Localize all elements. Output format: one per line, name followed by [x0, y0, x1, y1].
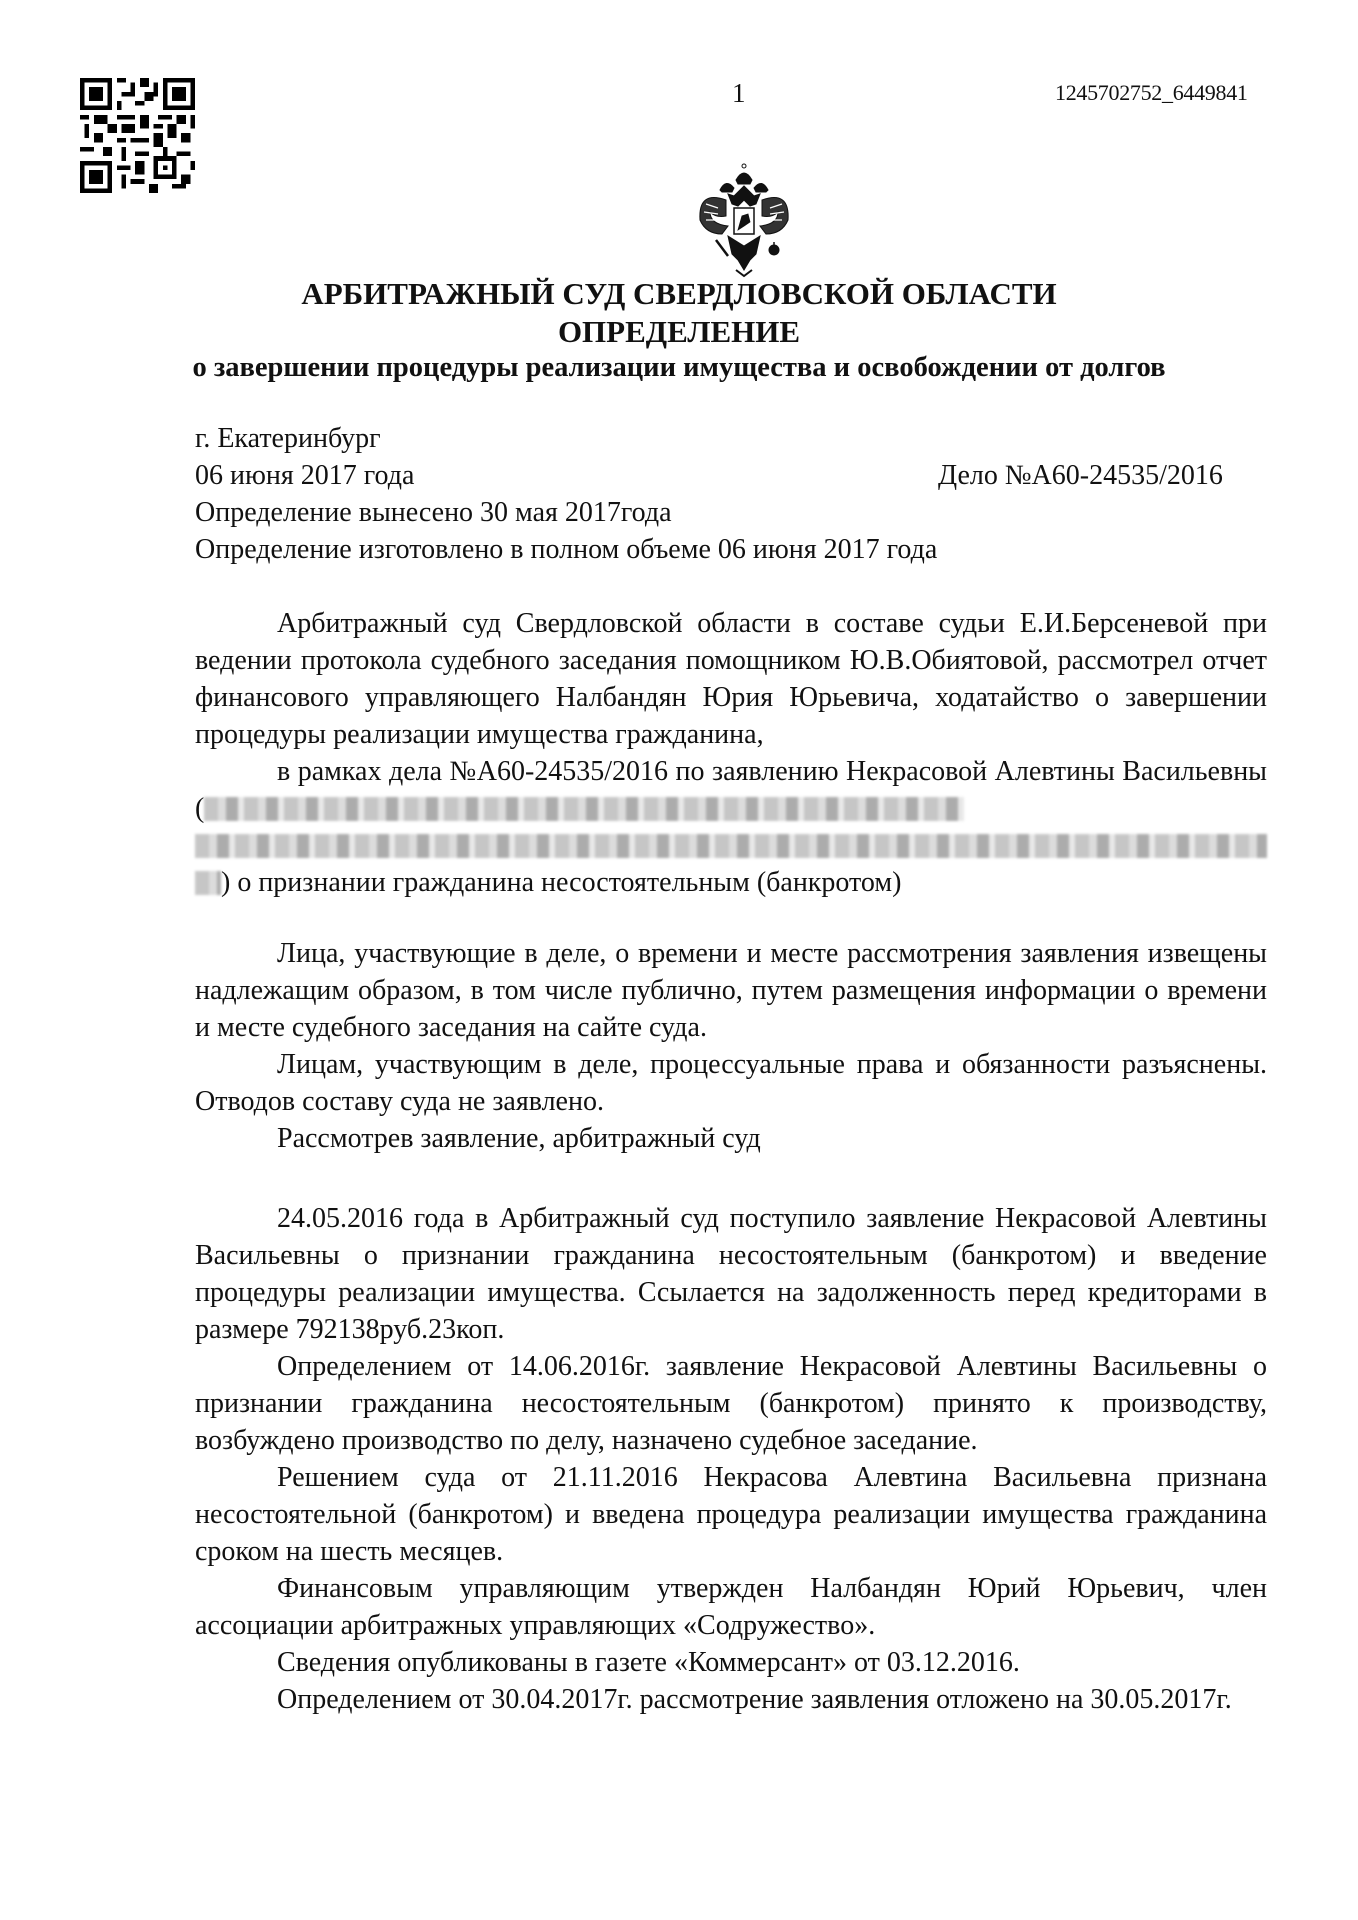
- intro-section: [195, 605, 1267, 901]
- redacted-personal-data: [195, 871, 221, 895]
- paragraph-application-received: 24.05.2016 года в Арбитражный суд поступило заявление Некрасовой Алевтины Васильевны о признании гражданина несостоятельным (банкротом) и введение процедуры реализации имущества. Ссылается на задолженность перед кредиторами в размере 792138руб.23коп.: [195, 1203, 1267, 1345]
- document-id: 1245702752_6449841: [1055, 80, 1248, 105]
- russian-coat-of-arms-icon: [688, 160, 800, 280]
- paragraph-rights-explained: Лицам, участвующим в деле, процессуальные права и обязанности разъяснены. Отводов составу суда не заявлено.: [195, 1049, 1267, 1117]
- paragraph-bankruptcy-decision: Решением суда от 21.11.2016 Некрасова Алевтина Васильевна признана несостоятельной (банкротом) и введена процедура реализации имущества гражданина сроком на шесть месяцев.: [195, 1462, 1267, 1567]
- court-name-heading: АРБИТРАЖНЫЙ СУД СВЕРДЛОВСКОЙ ОБЛАСТИ: [301, 276, 1057, 311]
- document-subject-heading: о завершении процедуры реализации имущества и освобождении от долгов: [192, 352, 1166, 383]
- paragraph-case-reference: [195, 753, 1267, 901]
- redacted-personal-data: [204, 797, 964, 821]
- qr-code-icon: [80, 78, 195, 193]
- paragraph-financial-manager: Финансовым управляющим утвержден Налбандян Юрий Юрьевич, член ассоциации арбитражных управляющих «Содружество».: [195, 1573, 1267, 1641]
- case-number: Дело №А60-24535/2016: [938, 460, 1223, 491]
- redacted-personal-data: [195, 834, 1267, 858]
- document-type-heading: ОПРЕДЕЛЕНИЕ: [557, 314, 801, 349]
- paragraph-notification: Лица, участвующие в деле, о времени и месте рассмотрения заявления извещены надлежащим образом, в том числе публично, путем размещения информации о времени и месте судебного заседания на сайте суда.: [195, 938, 1267, 1043]
- paragraph-considered: Рассмотрев заявление, арбитражный суд: [277, 1123, 761, 1154]
- decision-announced-date: Определение вынесено 30 мая 2017года: [195, 497, 672, 528]
- case-reference-end: ) о признании гражданина несостоятельным (банкротом): [221, 867, 902, 898]
- city: г. Екатеринбург: [195, 423, 381, 454]
- document-date: 06 июня 2017 года: [195, 460, 415, 491]
- facts-section: [195, 1200, 1267, 1718]
- paragraph-postponement: Определением от 30.04.2017г. рассмотрение заявления отложено на 30.05.2017г.: [277, 1684, 1232, 1715]
- paragraph-application-accepted: Определением от 14.06.2016г. заявление Некрасовой Алевтины Васильевны о признании гражданина несостоятельным (банкротом) принято к производству, возбуждено производство по делу, назначено судебное заседание.: [195, 1351, 1267, 1456]
- case-reference-start: в рамках дела №А60-24535/2016 по заявлению Некрасовой Алевтины Васильевны (: [195, 756, 1267, 824]
- decision-full-date: Определение изготовлено в полном объеме 06 июня 2017 года: [195, 534, 938, 565]
- procedural-section: [195, 935, 1267, 1157]
- page-number: 1: [732, 78, 746, 108]
- paragraph-court-composition: Арбитражный суд Свердловской области в составе судьи Е.И.Берсеневой при ведении протокола судебного заседания помощником Ю.В.Обиятовой, рассмотрел отчет финансового управляющего Налбандян Юрия Юрьевича, ходатайство о завершении процедуры реализации имущества гражданина,: [195, 608, 1267, 750]
- paragraph-publication: Сведения опубликованы в газете «Коммерсант» от 03.12.2016.: [277, 1647, 1020, 1678]
